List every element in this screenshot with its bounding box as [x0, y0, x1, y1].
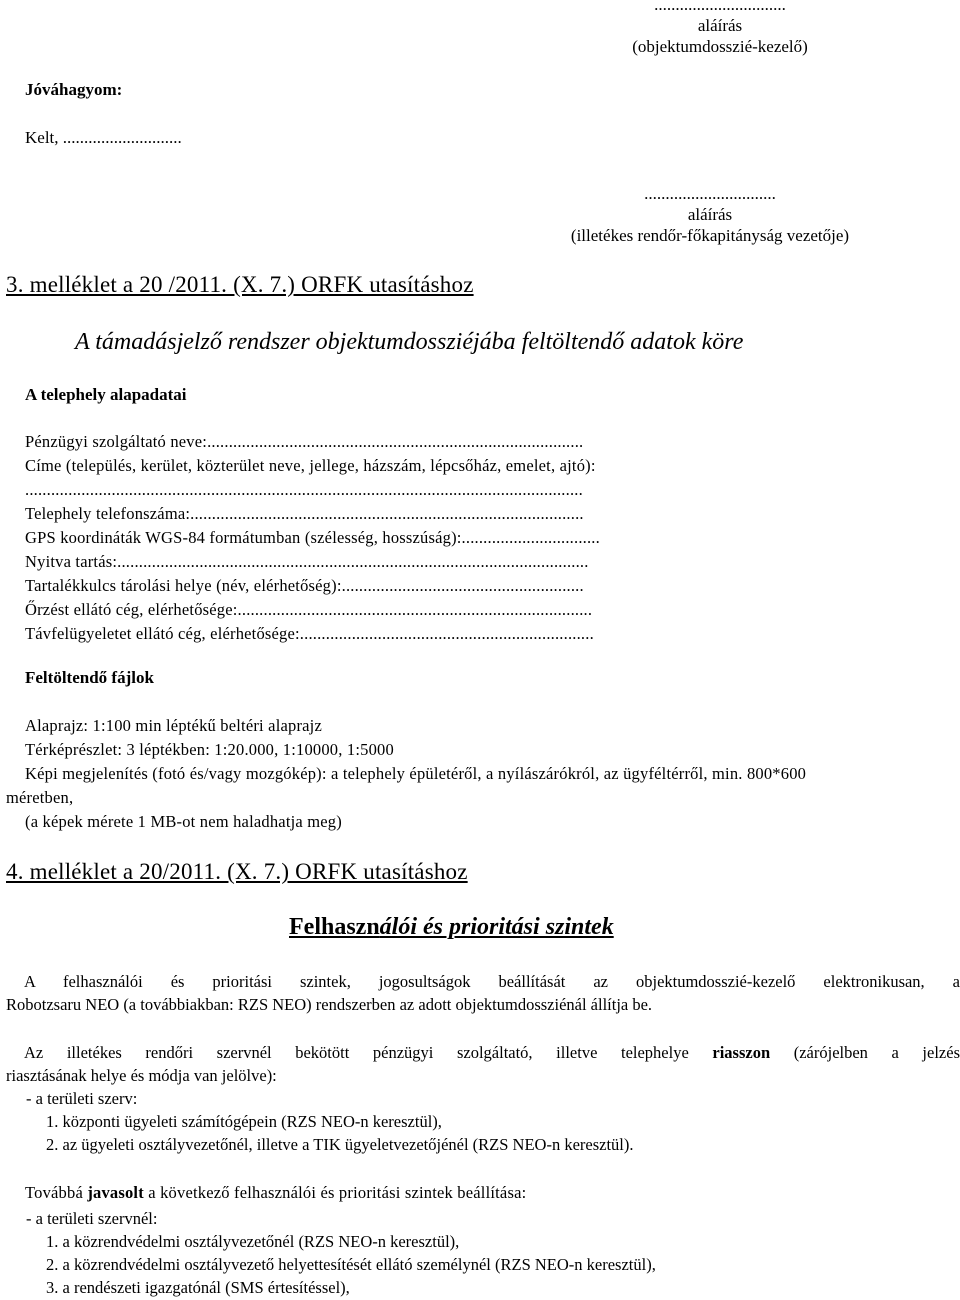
annex4-title [289, 914, 614, 941]
file-images-cont: méretben, [6, 788, 74, 807]
annex3-title: A támadásjelző rendszer objektumdossziéjába feltöltendő adatok köre [75, 329, 744, 355]
signature-role: (illetékes rendőr-főkapitányság vezetője) [570, 226, 850, 245]
list-item: - a területi szervnél: [26, 1209, 158, 1228]
list-item: 2. az ügyeleti osztályvezetőnél, illetve a TIK ügyeletvezetőjénél (RZS NEO-n keresztül). [46, 1135, 634, 1154]
annex4-title-part1: Felhaszn [289, 914, 380, 940]
list-item: 1. a közrendvédelmi osztályvezetőnél (RZS NEO-n keresztül), [46, 1232, 460, 1251]
signature-block-owner [570, 0, 870, 57]
field-address: Címe (település, kerület, közterület neve, jellege, házszám, lépcsőház, emelet, ajtó): [25, 456, 596, 475]
section-files: Feltöltendő fájlok [25, 668, 154, 687]
para3-after: a következő felhasználói és prioritási szintek beállítása: [148, 1183, 527, 1202]
para2-line1 [6, 1041, 960, 1064]
annex4-para1 [6, 970, 960, 1016]
signature-role: (objektumdosszié-kezelő) [632, 37, 808, 56]
signature-label: aláírás [697, 16, 743, 35]
field-address-dots: ................................................................................................................................. [25, 480, 583, 499]
para1-line2: Robotzsaru NEO (a továbbiakban: RZS NEO) rendszerben az adott objektumdossziénál állítja be. [6, 995, 653, 1014]
list-item: 2. a közrendvédelmi osztályvezető helyettesítését ellátó személynél (RZS NEO-n keresztül), [46, 1255, 656, 1274]
approve-label: Jóváhagyom: [25, 80, 123, 99]
annex4-heading: 4. melléklet a 20/2011. (X. 7.) ORFK utasításhoz [6, 859, 468, 884]
list-item: - a területi szerv: [26, 1089, 138, 1108]
para2-bold: riasszon [712, 1043, 771, 1062]
annex4-title-part2: álói és prioritási szintek [379, 914, 614, 940]
signature-dots: ............................... [644, 184, 776, 203]
para1-line1: A felhasználói és prioritási szintek, jogosultságok beállítását az objektumdosszié-kezelő elektronikusan, a [24, 972, 960, 991]
signature-label: aláírás [687, 205, 733, 224]
para3-before: Továbbá [25, 1183, 83, 1202]
annex4-para2 [6, 1041, 960, 1087]
para3-bold: javasolt [87, 1183, 144, 1202]
file-size-note: (a képek mérete 1 MB-ot nem haladhatja meg) [25, 812, 342, 831]
para2-line2: riasztásának helye és módja van jelölve): [6, 1066, 277, 1085]
para2-text-after: (zárójelben a jelzés [793, 1043, 960, 1062]
place-date: Kelt, ............................ [25, 128, 182, 147]
field-monitoring-company: Távfelügyeletet ellátó cég, elérhetősége:.................................................................... [25, 624, 594, 643]
field-opening-hours: Nyitva tartás:............................................................................................................. [25, 552, 589, 571]
file-map: Térképrészlet: 3 léptékben: 1:20.000, 1:10000, 1:5000 [25, 740, 394, 759]
signature-block-head [540, 183, 880, 246]
file-images: Képi megjelenítés (fotó és/vagy mozgókép): a telephely épületéről, a nyílászárókról, az ügyféltérről, min. 800*600 [25, 764, 807, 783]
field-spare-key: Tartalékkulcs tárolási helye (név, elérhetőség):........................................................ [25, 576, 584, 595]
field-provider-name: Pénzügyi szolgáltató neve:....................................................................................... [25, 432, 584, 451]
annex4-para3 [25, 1183, 526, 1203]
annex3-heading: 3. melléklet a 20 /2011. (X. 7.) ORFK utasításhoz [6, 272, 474, 297]
para2-text-before: Az illetékes rendőri szervnél bekötött pénzügyi szolgáltató, illetve telephelye [24, 1043, 689, 1062]
list-recommended [26, 1207, 656, 1299]
file-floorplan: Alaprajz: 1:100 min léptékű beltéri alaprajz [25, 716, 322, 735]
section-basic-data: A telephely alapadatai [25, 385, 187, 404]
list-territorial [26, 1087, 634, 1156]
field-guard-company: Őrzést ellátó cég, elérhetősége:.................................................................................. [25, 600, 593, 619]
field-gps: GPS koordináták WGS-84 formátumban (szélesség, hosszúság):................................ [25, 528, 600, 547]
list-item: 1. központi ügyeleti számítógépein (RZS NEO-n keresztül), [46, 1112, 442, 1131]
list-item: 3. a rendészeti igazgatónál (SMS értesítéssel), [46, 1278, 350, 1297]
field-phone: Telephely telefonszáma:........................................................................................... [25, 504, 584, 523]
signature-dots: ............................... [654, 0, 786, 14]
